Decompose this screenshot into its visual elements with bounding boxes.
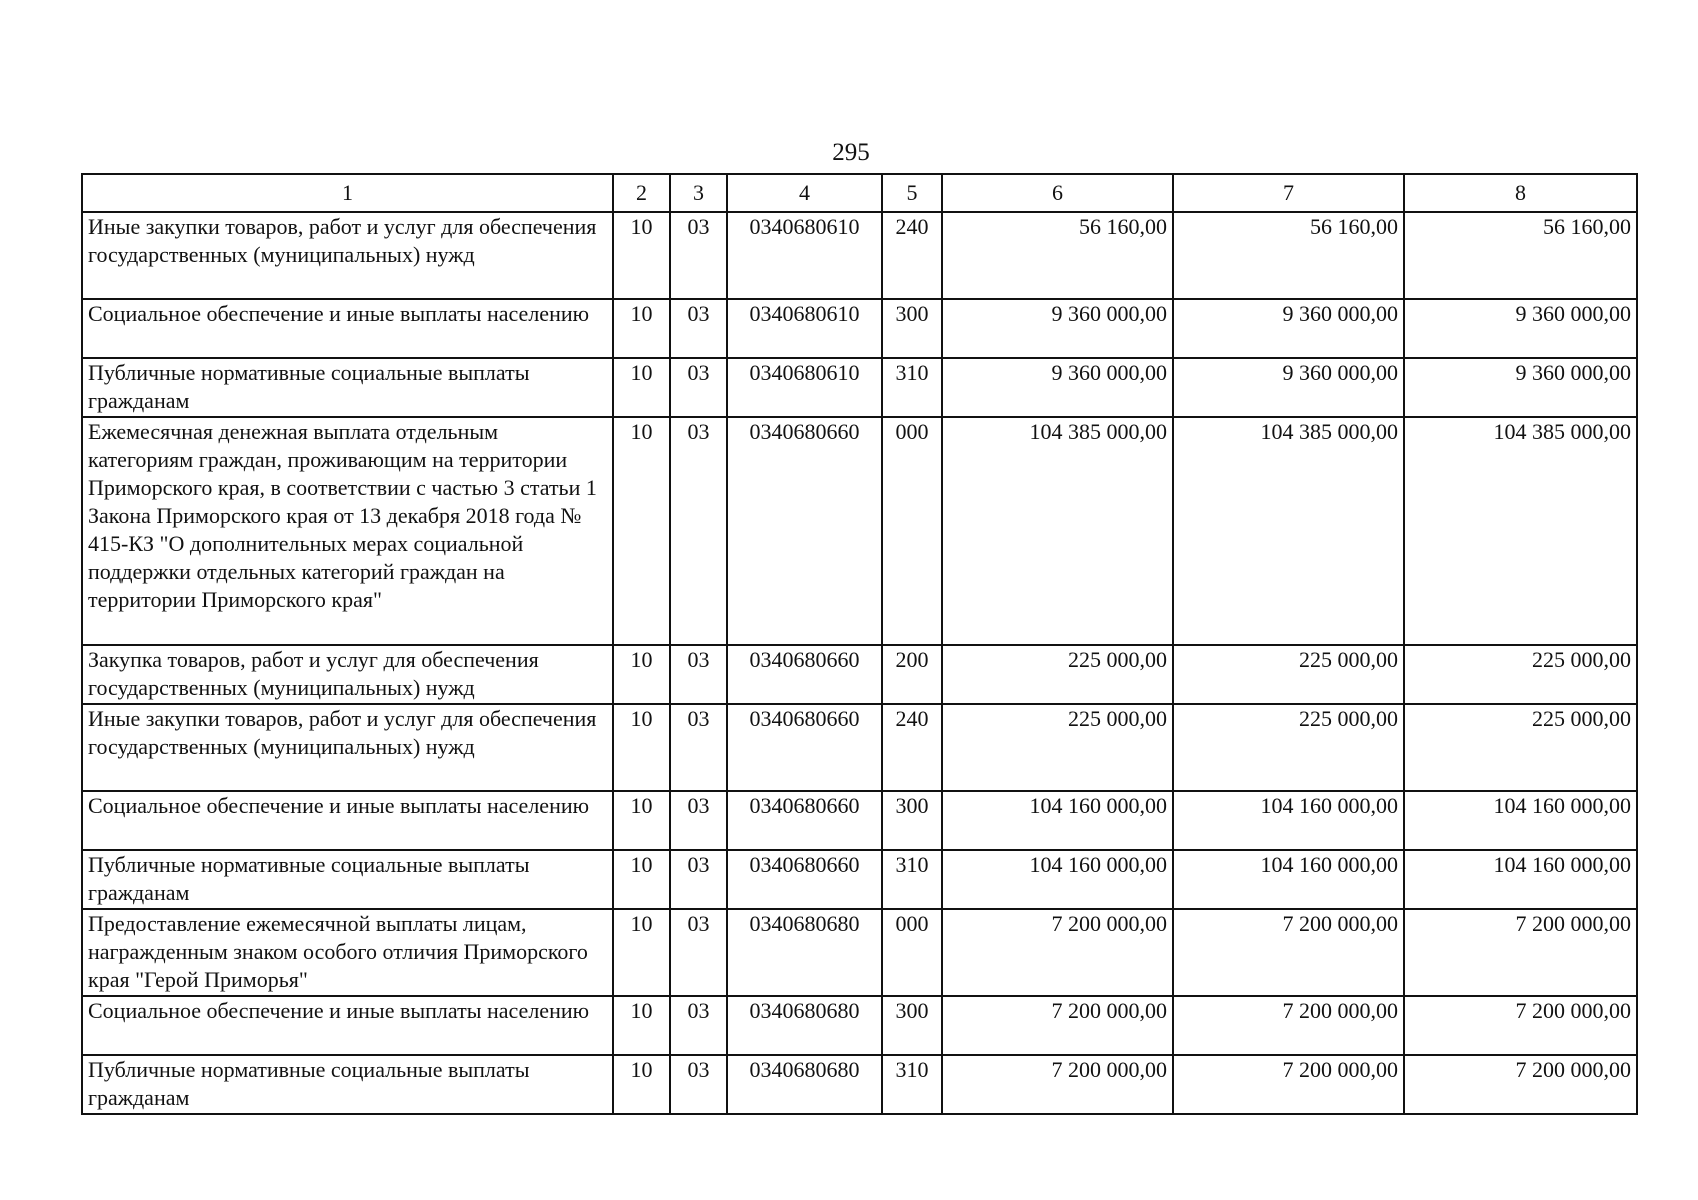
table-row [82, 850, 1637, 909]
row-name: Социальное обеспечение и иные выплаты населению [82, 791, 613, 850]
row-amount-col7: 104 160 000,00 [1173, 791, 1404, 850]
row-section-code: 10 [613, 299, 670, 358]
row-amount-col8: 104 160 000,00 [1404, 791, 1637, 850]
row-target-code: 0340680660 [727, 850, 882, 909]
column-header-7: 7 [1173, 174, 1404, 212]
row-name: Публичные нормативные социальные выплаты гражданам [82, 1055, 613, 1114]
row-name: Ежемесячная денежная выплата отдельным категориям граждан, проживающим на территории Приморского края, в соответствии с частью 3 статьи 1 Закона Приморского края от 13 декабря 2018 года № 415-КЗ "О дополнительных мерах социальной поддержки отдельных категорий граждан на территории Приморского края" [82, 417, 613, 645]
row-name: Публичные нормативные социальные выплаты гражданам [82, 850, 613, 909]
row-amount-col8: 7 200 000,00 [1404, 909, 1637, 996]
row-subsection-code: 03 [670, 299, 727, 358]
row-subsection-code: 03 [670, 417, 727, 645]
row-subsection-code: 03 [670, 212, 727, 299]
row-expense-type: 000 [882, 417, 942, 645]
row-amount-col8: 225 000,00 [1404, 704, 1637, 791]
row-section-code: 10 [613, 850, 670, 909]
row-amount-col7: 104 385 000,00 [1173, 417, 1404, 645]
row-amount-col8: 9 360 000,00 [1404, 299, 1637, 358]
row-target-code: 0340680680 [727, 996, 882, 1055]
row-subsection-code: 03 [670, 850, 727, 909]
row-amount-col6: 104 160 000,00 [942, 850, 1173, 909]
row-target-code: 0340680680 [727, 1055, 882, 1114]
table-row [82, 791, 1637, 850]
page-number: 295 [832, 139, 870, 166]
row-subsection-code: 03 [670, 791, 727, 850]
table-row [82, 909, 1637, 996]
column-header-8: 8 [1404, 174, 1637, 212]
row-amount-col8: 104 385 000,00 [1404, 417, 1637, 645]
row-section-code: 10 [613, 791, 670, 850]
row-expense-type: 300 [882, 299, 942, 358]
row-amount-col6: 7 200 000,00 [942, 909, 1173, 996]
row-expense-type: 240 [882, 704, 942, 791]
column-header-4: 4 [727, 174, 882, 212]
row-expense-type: 310 [882, 358, 942, 417]
row-section-code: 10 [613, 417, 670, 645]
row-expense-type: 000 [882, 909, 942, 996]
row-target-code: 0340680660 [727, 704, 882, 791]
table-row [82, 645, 1637, 704]
row-amount-col6: 9 360 000,00 [942, 299, 1173, 358]
table-row [82, 212, 1637, 299]
row-section-code: 10 [613, 212, 670, 299]
row-amount-col6: 225 000,00 [942, 704, 1173, 791]
row-amount-col6: 7 200 000,00 [942, 996, 1173, 1055]
row-name: Предоставление ежемесячной выплаты лицам, награжденным знаком особого отличия Приморского края "Герой Приморья" [82, 909, 613, 996]
row-subsection-code: 03 [670, 1055, 727, 1114]
row-amount-col7: 7 200 000,00 [1173, 996, 1404, 1055]
row-amount-col7: 104 160 000,00 [1173, 850, 1404, 909]
row-subsection-code: 03 [670, 909, 727, 996]
row-amount-col7: 9 360 000,00 [1173, 358, 1404, 417]
row-target-code: 0340680610 [727, 212, 882, 299]
row-name: Иные закупки товаров, работ и услуг для обеспечения государственных (муниципальных) нужд [82, 212, 613, 299]
row-name: Публичные нормативные социальные выплаты гражданам [82, 358, 613, 417]
row-section-code: 10 [613, 996, 670, 1055]
row-name: Иные закупки товаров, работ и услуг для обеспечения государственных (муниципальных) нужд [82, 704, 613, 791]
row-amount-col7: 225 000,00 [1173, 704, 1404, 791]
table-row [82, 358, 1637, 417]
row-amount-col8: 7 200 000,00 [1404, 1055, 1637, 1114]
row-amount-col6: 225 000,00 [942, 645, 1173, 704]
row-amount-col7: 225 000,00 [1173, 645, 1404, 704]
row-section-code: 10 [613, 909, 670, 996]
row-amount-col8: 56 160,00 [1404, 212, 1637, 299]
table-row [82, 996, 1637, 1055]
row-section-code: 10 [613, 645, 670, 704]
row-amount-col7: 9 360 000,00 [1173, 299, 1404, 358]
row-amount-col7: 7 200 000,00 [1173, 1055, 1404, 1114]
row-amount-col8: 7 200 000,00 [1404, 996, 1637, 1055]
column-header-2: 2 [613, 174, 670, 212]
row-section-code: 10 [613, 358, 670, 417]
row-target-code: 0340680610 [727, 299, 882, 358]
row-amount-col7: 56 160,00 [1173, 212, 1404, 299]
row-amount-col8: 9 360 000,00 [1404, 358, 1637, 417]
row-expense-type: 200 [882, 645, 942, 704]
row-target-code: 0340680660 [727, 791, 882, 850]
row-name: Социальное обеспечение и иные выплаты населению [82, 996, 613, 1055]
row-name: Закупка товаров, работ и услуг для обеспечения государственных (муниципальных) нужд [82, 645, 613, 704]
table-row [82, 299, 1637, 358]
row-amount-col6: 104 385 000,00 [942, 417, 1173, 645]
table-row [82, 417, 1637, 645]
row-amount-col6: 9 360 000,00 [942, 358, 1173, 417]
row-subsection-code: 03 [670, 645, 727, 704]
row-target-code: 0340680660 [727, 417, 882, 645]
row-section-code: 10 [613, 1055, 670, 1114]
row-target-code: 0340680680 [727, 909, 882, 996]
row-subsection-code: 03 [670, 996, 727, 1055]
column-header-1: 1 [82, 174, 613, 212]
row-amount-col6: 7 200 000,00 [942, 1055, 1173, 1114]
row-name: Социальное обеспечение и иные выплаты населению [82, 299, 613, 358]
row-expense-type: 300 [882, 996, 942, 1055]
column-header-3: 3 [670, 174, 727, 212]
row-section-code: 10 [613, 704, 670, 791]
budget-table [81, 173, 1638, 1115]
row-amount-col6: 56 160,00 [942, 212, 1173, 299]
row-subsection-code: 03 [670, 358, 727, 417]
header-row [82, 174, 1637, 212]
row-target-code: 0340680660 [727, 645, 882, 704]
row-expense-type: 300 [882, 791, 942, 850]
row-subsection-code: 03 [670, 704, 727, 791]
row-expense-type: 310 [882, 850, 942, 909]
row-target-code: 0340680610 [727, 358, 882, 417]
column-header-6: 6 [942, 174, 1173, 212]
table-row [82, 704, 1637, 791]
table-row [82, 1055, 1637, 1114]
row-expense-type: 310 [882, 1055, 942, 1114]
row-expense-type: 240 [882, 212, 942, 299]
row-amount-col8: 225 000,00 [1404, 645, 1637, 704]
row-amount-col7: 7 200 000,00 [1173, 909, 1404, 996]
row-amount-col6: 104 160 000,00 [942, 791, 1173, 850]
column-header-5: 5 [882, 174, 942, 212]
row-amount-col8: 104 160 000,00 [1404, 850, 1637, 909]
